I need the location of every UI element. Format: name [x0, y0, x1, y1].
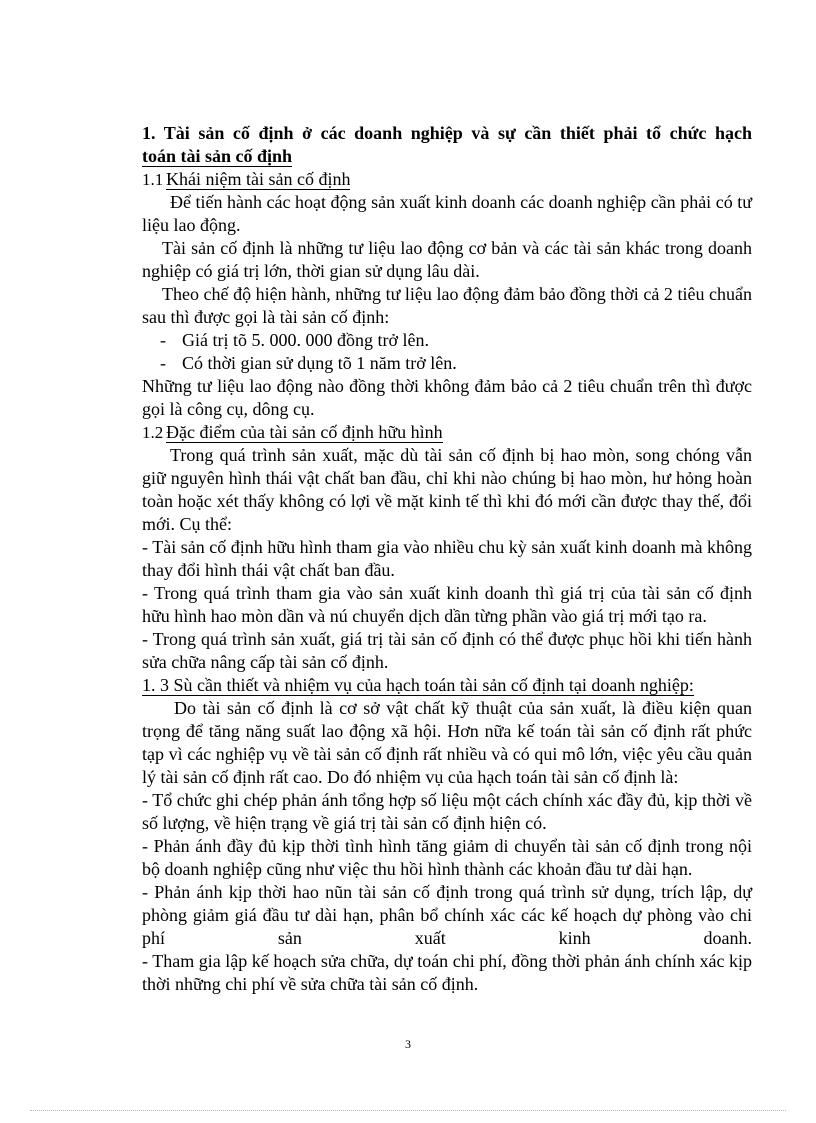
section-1-1-title: Khái niệm tài sản cố định — [166, 169, 351, 189]
heading-line-2-text: toán tài sản cố định — [142, 146, 293, 166]
section-1-2-title: Đặc điểm của tài sản cố định hữu hình — [166, 422, 443, 442]
section-1-2-number: 1.2 — [142, 423, 164, 442]
s1-paragraph-4: Những tư liệu lao động nào đồng thời không đảm bảo cả 2 tiêu chuẩn trên thì được gọi là công cụ, dông cụ. — [142, 376, 752, 419]
s3-paragraph-3: - Phản ánh đầy đủ kịp thời tình hình tăng giảm di chuyển tài sản cố định trong nội bộ doanh nghiệp cũng như việc thu hồi hình thành các khoản đầu tư dài hạn. — [142, 836, 752, 879]
heading-line-1: 1. Tài sản cố định ở các doanh nghiệp và sự cần thiết phải tổ chức hạch — [142, 123, 752, 143]
s1-paragraph-2: Tài sản cố định là những tư liệu lao động cơ bản và các tài sản khác trong doanh nghiệp có giá trị lớn, thời gian sử dụng lâu dài. — [142, 238, 752, 281]
heading-line-2 — [142, 145, 752, 168]
page-bottom-divider — [30, 1110, 786, 1111]
s2-paragraph-4: - Trong quá trình sản xuất, giá trị tài sản cố định có thể được phục hồi khi tiến hành sửa chữa nâng cấp tài sản cố định. — [142, 629, 752, 672]
s3-paragraph-4: - Phản ánh kịp thời hao nũn tài sản cố định trong quá trình sử dụng, trích lập, dự phòng giảm giá đầu tư dài hạn, phân bổ chính xác các kế hoạch dự phòng vào chi phí sản xuất kinh doanh. — [142, 882, 752, 948]
s3-paragraph-1: Do tài sản cố định là cơ sở vật chất kỹ thuật của sản xuất, là điều kiện quan trọng để tăng năng suất lao động xã hội. Hơn nữa kế toán tài sản cố định rất phức tạp vì các nghiệp vụ về tài sản cố định rất nhiều và có qui mô lớn, việc yêu cầu quản lý tài sản cố định rất cao. Do đó nhiệm vụ của hạch toán tài sản cố định là: — [142, 698, 752, 787]
s3-paragraph-5: - Tham gia lập kế hoạch sửa chữa, dự toán chi phí, đồng thời phản ánh chính xác kịp thời những chi phí về sửa chữa tài sản cố định. — [142, 951, 752, 994]
page-content — [142, 122, 752, 996]
s1-paragraph-3: Theo chế độ hiện hành, những tư liệu lao động đảm bảo đồng thời cả 2 tiêu chuẩn sau thì được gọi là tài sản cố định: — [142, 284, 752, 327]
section-1-2-heading — [142, 421, 752, 444]
page-number: 3 — [405, 1037, 411, 1051]
s1-paragraph-1: Để tiến hành các hoạt động sản xuất kinh doanh các doanh nghiệp cần phải có tư liệu lao động. — [142, 192, 752, 235]
section-1-3-heading — [142, 674, 752, 697]
section-1-1-number: 1.1 — [142, 170, 164, 189]
section-1-3-title: 1. 3 Sù cần thiết và nhiệm vụ của hạch toán tài sản cố định tại doanh nghiệp: — [142, 675, 694, 695]
criteria-list — [142, 329, 752, 375]
s3-paragraph-2: - Tổ chức ghi chép phản ánh tổng hợp số liệu một cách chính xác đầy đủ, kịp thời về số lượng, về hiện trạng về giá trị tài sản cố định hiện có. — [142, 790, 752, 833]
s2-paragraph-3: - Trong quá trình tham gia vào sản xuất kinh doanh thì giá trị của tài sản cố định hữu hình hao mòn dần và nú chuyển dịch dần từng phần vào giá trị mới tạo ra. — [142, 583, 752, 626]
s2-paragraph-1: Trong quá trình sản xuất, mặc dù tài sản cố định bị hao mòn, song chóng vẫn giữ nguyên hình thái vật chất ban đầu, chỉ khi nào chúng bị hao mòn, hư hỏng hoàn toàn hoặc xét thấy không có lợi về mặt kinh tế thì khi đó mới cần được thay thế, đổi mới. Cụ thể: — [142, 445, 752, 534]
s2-paragraph-2: - Tài sản cố định hữu hình tham gia vào nhiều chu kỳ sản xuất kinh doanh mà không thay đổi hình thái vật chất ban đầu. — [142, 537, 752, 580]
criteria-item-1: - Giá trị tõ 5. 000. 000 đồng trở lên. — [142, 329, 752, 352]
criteria-item-2: - Có thời gian sử dụng tõ 1 năm trở lên. — [142, 352, 752, 375]
section-1-1-heading — [142, 168, 752, 191]
